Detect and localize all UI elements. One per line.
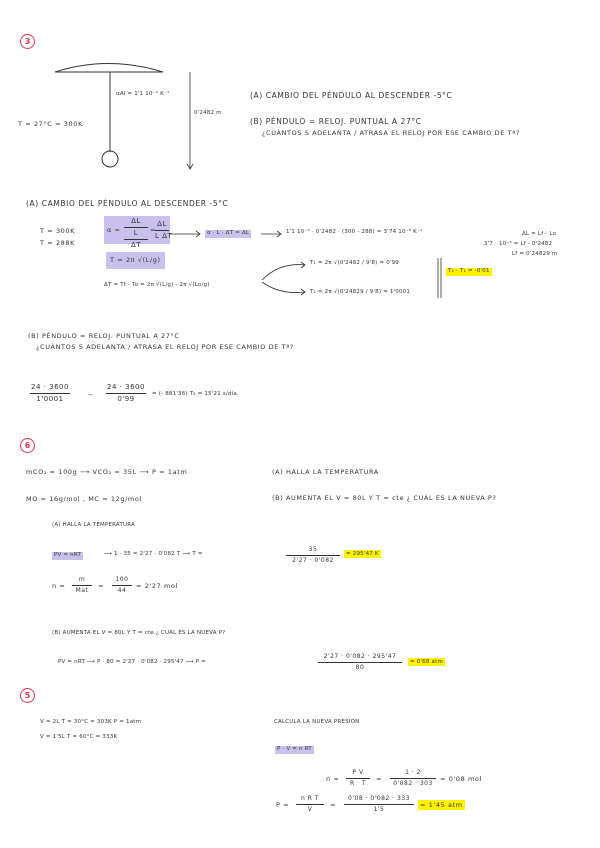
- temp-final: T = 288K: [40, 239, 76, 247]
- alpha-lhs: α =: [107, 226, 121, 234]
- pendulum-bob: [102, 151, 118, 167]
- pressure-fraction: 2'27 · 0'082 · 295'47 80: [318, 654, 402, 671]
- pressure-result: = 0'68 atm: [410, 659, 443, 665]
- pressure-calculation: PV = nRT ⟶ P · 80 = 2'27 · 0'082 · 295'47 ⟶ P =: [58, 659, 206, 665]
- pressure-result: = 1'45 atm: [420, 801, 463, 809]
- task-label: CALCULA LA NUEVA PRESIÓN: [274, 719, 360, 725]
- temperature-label: T = 27°C = 300K: [18, 120, 83, 128]
- question-a: (A) CAMBIO DEL PÉNDULO AL DESCENDER -5°C: [250, 91, 453, 100]
- period-formula: T = 2π √(L/g): [106, 252, 165, 269]
- period-difference-result: T₂ - T₁ = -0'01: [448, 268, 490, 274]
- period-difference: ΔT = Tf - To = 2π √(L/g) - 2π √(Lo/g): [104, 282, 210, 288]
- temp-initial: T = 300K: [40, 227, 76, 235]
- delta-l-definition: ΔL = Lf - Lo: [522, 231, 557, 237]
- problem-number-3: 3: [20, 34, 35, 49]
- temp-result: = 295'47 K: [346, 551, 379, 557]
- moles-fraction: m Mat: [72, 577, 92, 594]
- moles-result: = 2'27 mol: [136, 582, 178, 590]
- curved-arrow-t1: [262, 265, 305, 280]
- alpha-fraction: ΔL L ΔT: [124, 218, 148, 249]
- calc-b-result: = (- 881'36) T₂ = 15'21 s/día.: [152, 391, 239, 397]
- period-t2: T₂ = 2π √(0'24829 / 9'8) = 1'0001: [310, 289, 411, 295]
- ideal-gas-law: P · V = n RT: [277, 746, 312, 752]
- delta-l-substitution: 3'7 · 10⁻⁵ = Lf - 0'2482: [484, 241, 553, 247]
- given-state-2: V = 1'5L T = 60°C = 333K: [40, 734, 118, 740]
- solution-b-title: (B) AUMENTA EL V = 80L Y T = cte ¿ CUÁL ES LA NUEVA P?: [52, 630, 226, 636]
- final-length: Lf = 0'24829 m: [512, 251, 558, 257]
- curved-arrow-t2: [262, 282, 305, 293]
- calc-b-fraction-2: 24 · 3600 0'99: [107, 383, 145, 403]
- solution-b-line1: (B) PÉNDULO = RELOJ. PUNTUAL A 27°C: [28, 332, 180, 340]
- pressure-fraction: n R T V: [296, 796, 324, 813]
- ideal-gas-law: PV = nRT: [54, 552, 82, 558]
- problem-number-6: 6: [20, 438, 35, 453]
- pendulum-support: [55, 64, 163, 73]
- problem-number-5: 5: [20, 688, 35, 703]
- solution-a-title: (A) HALLA LA TEMPERATURA: [52, 522, 136, 528]
- given-state-1: V = 2L T = 30°C = 303K P = 1atm: [40, 719, 142, 725]
- question-b: (B) AUMENTA EL V = 80L Y T = cte ¿ CUÁL ES LA NUEVA P?: [272, 494, 497, 502]
- length-label: 0'2482 m: [194, 110, 222, 116]
- solution-b-line2: ¿CUÁNTOS S ADELANTA / ATRASA EL RELOJ POR ESE CAMBIO DE Tª?: [36, 343, 294, 351]
- temp-calculation: ⟶ 1 · 35 = 2'27 · 0'082 T ⟶ T =: [104, 551, 203, 557]
- moles-result: = 0'08 mol: [440, 775, 482, 783]
- question-a: (A) HALLA LA TEMPERATURA: [272, 468, 379, 476]
- question-b-line2: ¿CUÁNTOS S ADELANTA / ATRASA EL RELOJ POR ESE CAMBIO DE Tª?: [262, 129, 520, 137]
- calc-b-fraction-1: 24 · 3600 1'0001: [31, 383, 69, 403]
- temp-fraction: 35 2'27 · 0'082: [286, 547, 340, 564]
- given-line-1: mCO₂ = 100g ⟶ VCO₂ = 35L ⟶ P = 1atm: [26, 468, 188, 476]
- alpha-calculation: 1'1 10⁻⁵ · 0'2482 · (300 - 288) = 3'74 10⁻⁵ K⁻¹: [286, 229, 423, 235]
- alpha-rearranged: α · L · ΔT = ΔL: [207, 230, 250, 236]
- given-line-2: MO = 16g/mol , MC = 12g/mol: [26, 495, 142, 503]
- solution-a-title: (A) CAMBIO DEL PÉNDULO AL DESCENDER -5°C: [26, 199, 229, 208]
- moles-fraction: P V R · T: [346, 770, 370, 787]
- alpha-label: αAl = 1'1 10⁻⁵ K⁻¹: [116, 91, 170, 97]
- period-t1: T₁ = 2π √(0'2482 / 9'8) = 0'99: [310, 260, 400, 266]
- question-b-line1: (B) PÉNDULO = RELOJ. PUNTUAL A 27°C: [250, 117, 422, 126]
